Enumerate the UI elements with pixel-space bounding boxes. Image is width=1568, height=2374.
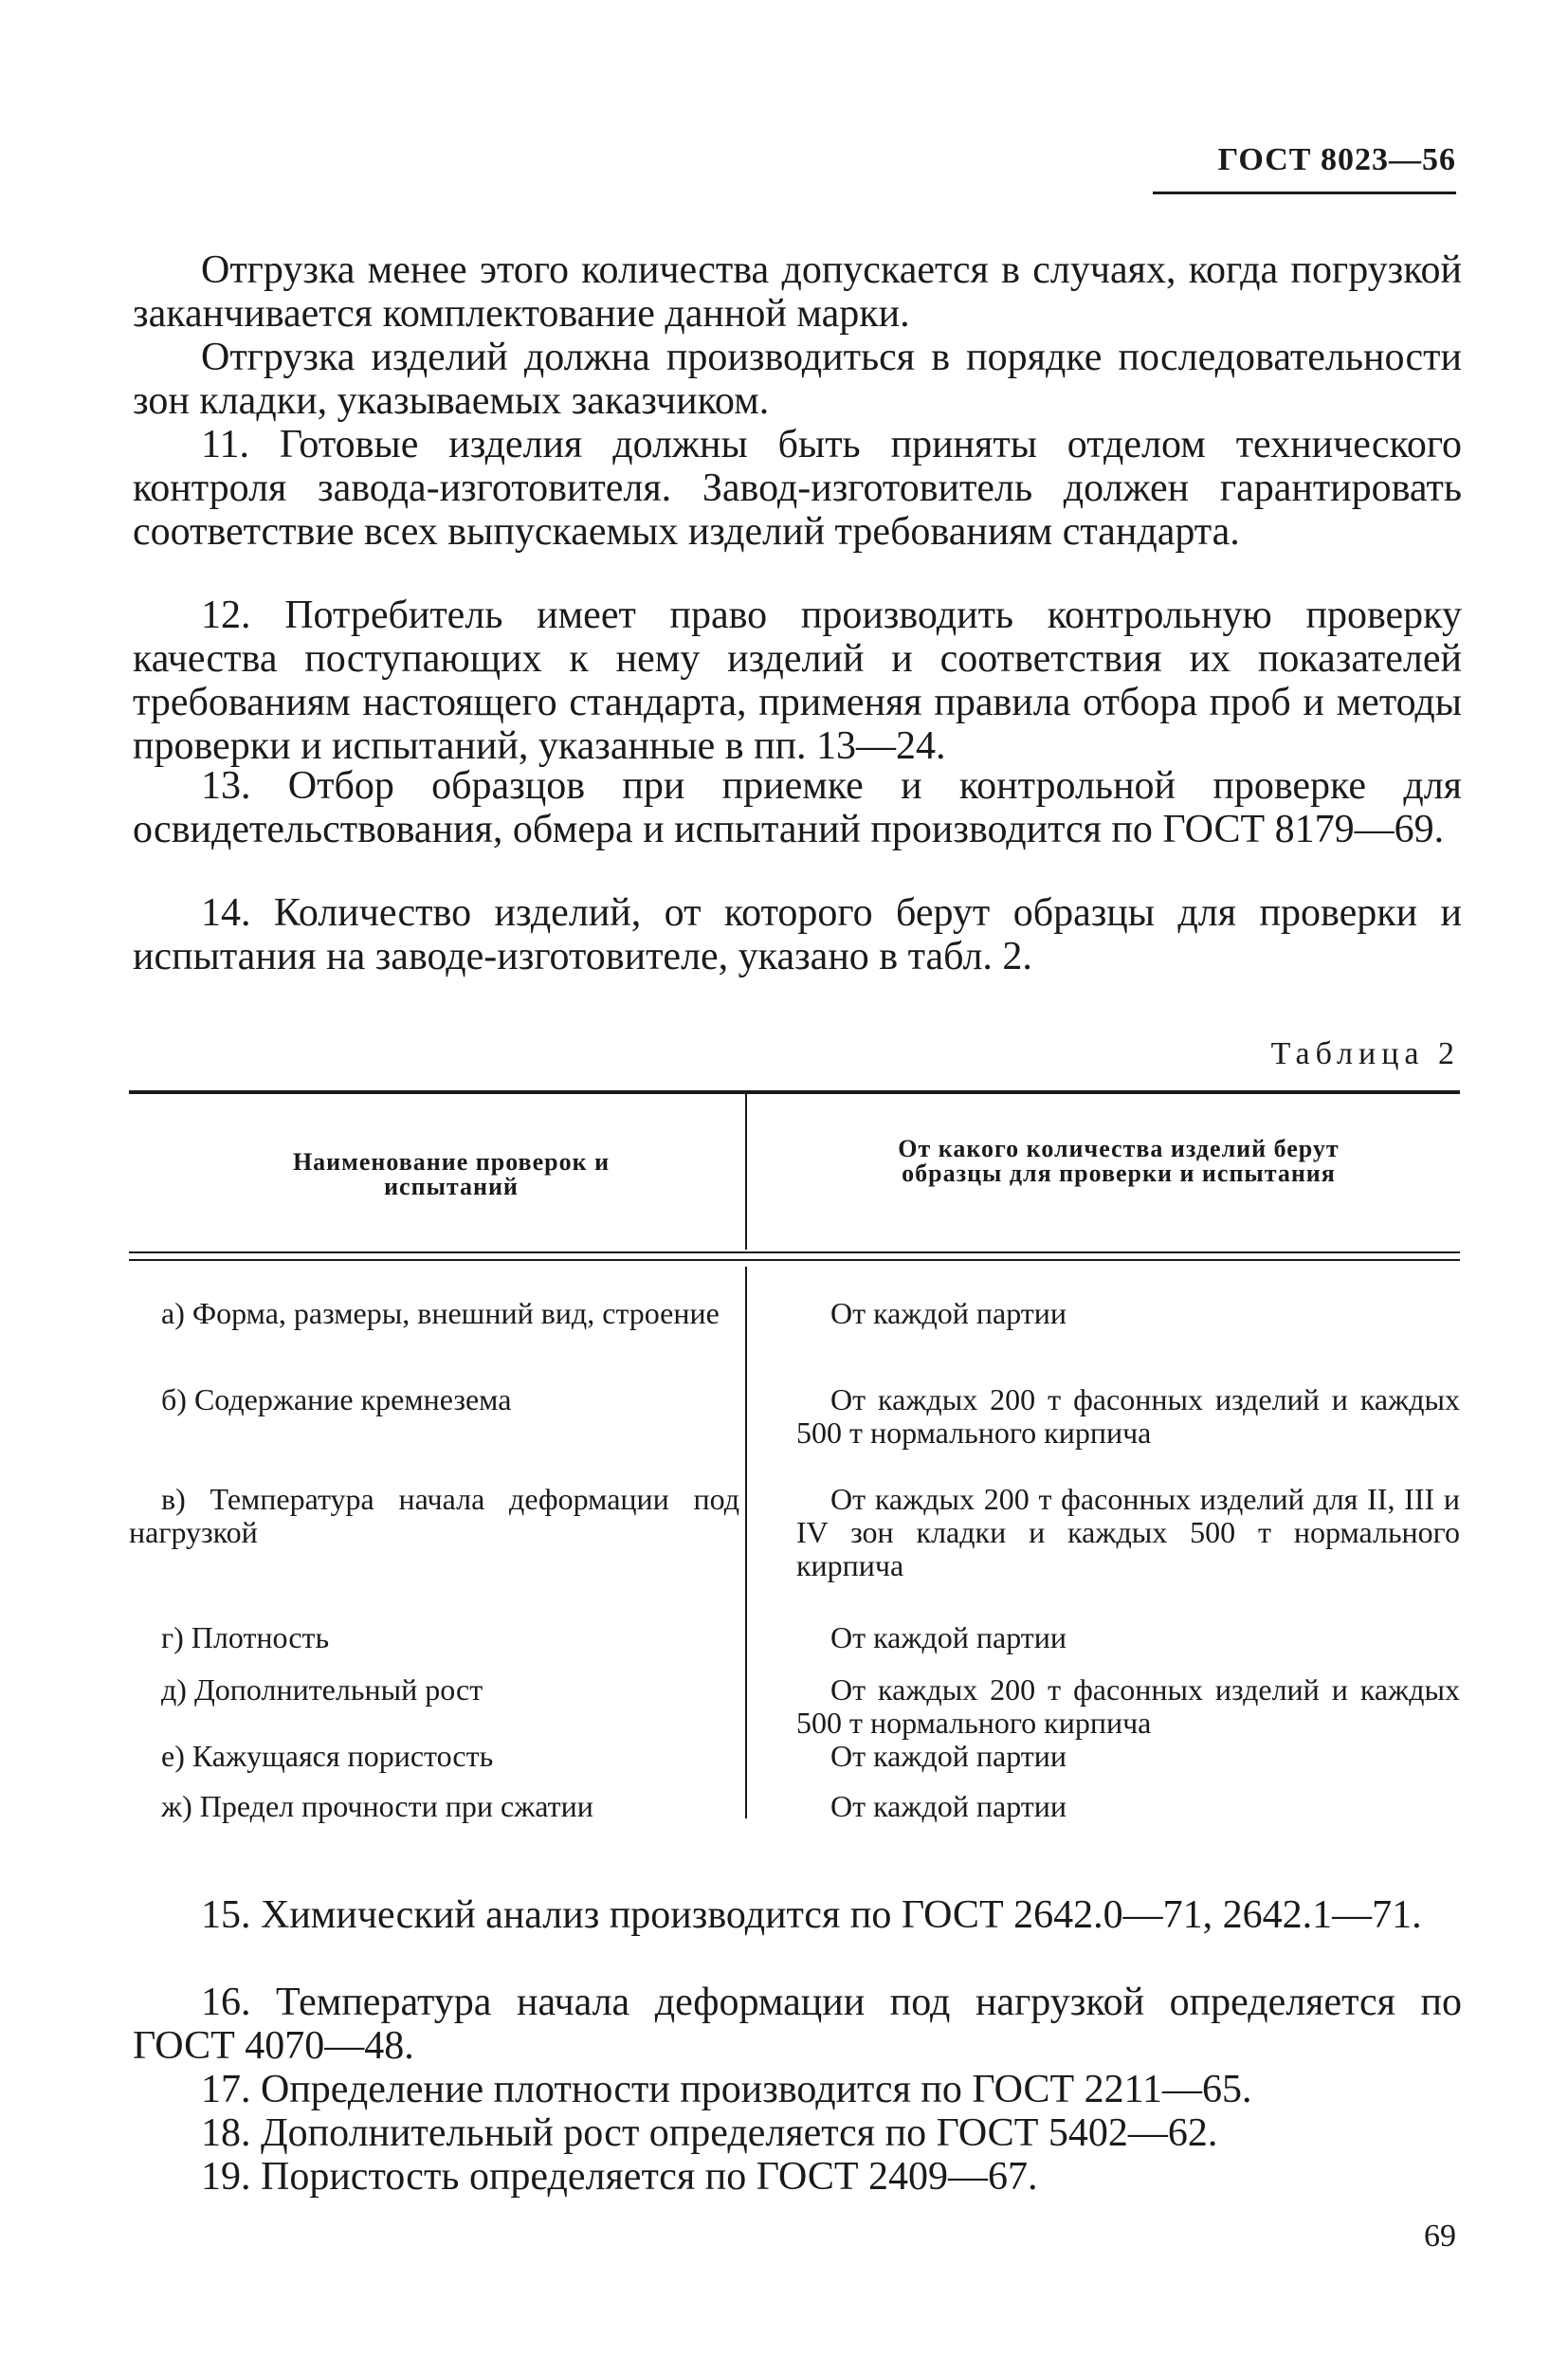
paragraph-18: 18. Дополнительный рост определяется по ГОСТ 5402—62. (201, 2111, 1218, 2155)
page-number: 69 (1424, 2219, 1456, 2254)
table-header-rule-1 (129, 1251, 1460, 1253)
table-row-test: б) Содержание кремнезема (161, 1382, 512, 1416)
table-row-sample: От каждых 200 т фасонных изделий и каждых 500 т нормального кирпича (796, 1382, 1460, 1450)
table-header-sample-source: От какого количества изделий берут образцы для проверки и испытания (898, 1135, 1340, 1187)
paragraph-13: 13. Отбор образцов при приемке и контрольной проверке для освидетельствования, обмера и испытаний производится по ГОСТ 8179—69. (133, 764, 1462, 851)
table-row-test: г) Плотность (161, 1620, 330, 1654)
paragraph-shipment-partial: Отгрузка менее этого количества допускается в случаях, когда погрузкой заканчивается комплектование данной марки. (133, 248, 1462, 336)
table-header-test-name: Наименование проверок и испытаний (292, 1148, 611, 1200)
paragraph-19: 19. Пористость определяется по ГОСТ 2409—67. (201, 2155, 1038, 2199)
table-header-divider (745, 1094, 747, 1250)
table-header-rule-2 (129, 1259, 1460, 1261)
table-row-sample: От каждой партии (830, 1739, 1067, 1773)
paragraph-12: 12. Потребитель имеет право производить контрольную проверку качества поступающих к нему изделий и соответствия их показателей требованиям настоящего стандарта, применяя правила отбора проб и методы проверки и испытаний, указанные в пп. 13—24. (133, 594, 1462, 768)
table-row-test: а) Форма, размеры, внешний вид, строение (161, 1296, 720, 1330)
table-row-sample: От каждой партии (830, 1789, 1067, 1823)
table-row-test: е) Кажущаяся пористость (161, 1739, 494, 1773)
table-body-divider (745, 1267, 747, 1818)
paragraph-15: 15. Химический анализ производится по ГОСТ 2642.0—71, 2642.1—71. (201, 1893, 1422, 1937)
table-row-sample: От каждых 200 т фасонных изделий для II, III и IV зон кладки и каждых 500 т нормального кирпича (796, 1482, 1460, 1582)
paragraph-16: 16. Температура начала деформации под нагрузкой определяется по ГОСТ 4070—48. (133, 1981, 1462, 2068)
paragraph-11: 11. Готовые изделия должны быть приняты отделом технического контроля завода-изготовителя. Завод-изготовитель должен гарантировать соответствие всех выпускаемых изделий требованиям стандарта. (133, 423, 1462, 554)
table-row-test: д) Дополнительный рост (161, 1672, 483, 1707)
paragraph-shipment-order: Отгрузка изделий должна производиться в порядке последовательности зон кладки, указываемых заказчиком. (133, 336, 1462, 423)
table-row-sample: От каждых 200 т фасонных изделий и каждых 500 т нормального кирпича (796, 1672, 1460, 1740)
table-row-test: в) Температура начала деформации под нагрузкой (129, 1482, 739, 1549)
table-top-rule (129, 1090, 1460, 1094)
paragraph-17: 17. Определение плотности производится по ГОСТ 2211—65. (201, 2068, 1252, 2111)
paragraph-14: 14. Количество изделий, от которого берут образцы для проверки и испытания на заводе-изготовителе, указано в табл. 2. (133, 891, 1462, 978)
table-row-test: ж) Предел прочности при сжатии (161, 1789, 593, 1823)
document-header-title: ГОСТ 8023—56 (1217, 142, 1456, 177)
table-caption: Таблица 2 (1270, 1036, 1460, 1071)
table-row-sample: От каждой партии (830, 1296, 1067, 1330)
header-rule (1153, 192, 1456, 194)
table-row-sample: От каждой партии (830, 1620, 1067, 1654)
